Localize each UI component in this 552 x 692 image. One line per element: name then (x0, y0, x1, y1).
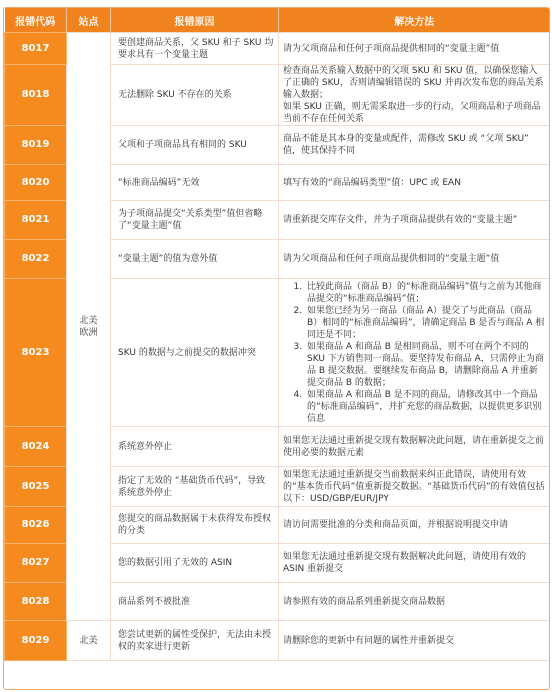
header-solution: 解决方法 (279, 8, 550, 33)
solution-cell (279, 240, 550, 279)
reason-cell: 您提交的商品数据属于未获得发布授权的分类 (111, 507, 279, 544)
site-cell: 北美 (67, 621, 111, 661)
reason-cell: 您的数据引用了无效的 ASIN (111, 544, 279, 583)
solution-step: 4. 如果商品 A 和商品 B 是不同的商品，请修改其中一个商品的“标准商品编码”，并扩充您的商品数据，以提供更多识别信息 (305, 389, 545, 425)
reason-cell: 您尝试更新的属性受保护，无法由未授权的卖家进行更新 (111, 621, 279, 661)
table-header-row (5, 8, 550, 33)
error-code-cell: 8018 (5, 65, 67, 126)
solution-cell (279, 33, 550, 65)
header-reason: 报错原因 (111, 8, 279, 33)
table-row (5, 33, 550, 65)
solution-cell (279, 65, 550, 126)
error-code-cell: 8026 (5, 507, 67, 544)
reason-cell: 指定了无效的 “基础货币代码”，导致系统意外停止 (111, 467, 279, 507)
solution-cell (279, 583, 550, 621)
error-code-cell: 8028 (5, 583, 67, 621)
error-code-cell: 8023 (5, 279, 67, 427)
reason-cell: 要创建商品关系，父 SKU 和子 SKU 均要求具有一个变量主题 (111, 33, 279, 65)
error-code-cell: 8017 (5, 33, 67, 65)
solution-cell (279, 507, 550, 544)
solution-text: 请重新提交库存文件，并为子项商品提供有效的“变量主题” (283, 215, 518, 225)
reason-cell: 父项和子项商品具有相同的 SKU (111, 126, 279, 165)
solution-text: 请参照有效的商品系列重新提交商品数据 (283, 596, 446, 607)
solution-cell (279, 126, 550, 165)
error-code-table (4, 8, 550, 661)
solution-text: 请为父项商品和任何子项商品提供相同的“变量主题”值 (283, 43, 500, 54)
reason-cell: 系统意外停止 (111, 427, 279, 467)
error-code-cell: 8027 (5, 544, 67, 583)
site-name: 北美 (79, 315, 98, 326)
reason-cell: 商品系列不被批准 (111, 583, 279, 621)
solution-step: 1. 比较此商品（商品 B）的“标准商品编码”值与之前为其他商品提交的“标准商品编码”值； (305, 281, 545, 305)
solution-cell (279, 165, 550, 201)
error-code-cell: 8024 (5, 427, 67, 467)
error-code-cell: 8022 (5, 240, 67, 279)
reason-cell: “变量主题”的值为意外值 (111, 240, 279, 279)
reason-cell: “标准商品编码”无效 (111, 165, 279, 201)
solution-step: 3. 如果商品 A 和商品 B 是相同商品，则不可在两个不同的 SKU 下方销售同一商品。要坚持发布商品 A，只需停止为商品 B 提交数据。要继续发布商品 B，请删除商品 A 并重新提交商品 B 的数据； (305, 341, 545, 389)
reason-cell: SKU 的数据与之前提交的数据冲突 (111, 279, 279, 427)
solution-text: 如果您无法通过重新提交现有数据解决此问题，请在重新提交之前使用必要的数据元素 (283, 435, 545, 458)
solution-text: 请为父项商品和任何子项商品提供相同的“变量主题”值 (283, 254, 500, 264)
reason-cell: 无法删除 SKU 不存在的关系 (111, 65, 279, 126)
error-code-cell: 8021 (5, 201, 67, 240)
solution-cell (279, 544, 550, 583)
solution-cell (279, 427, 550, 467)
solution-text: 填写有效的“商品编码类型”值：UPC 或 EAN (283, 177, 461, 188)
error-code-cell: 8020 (5, 165, 67, 201)
header-error-code: 报错代码 (5, 8, 67, 33)
site-cell (67, 33, 111, 621)
solution-cell (279, 201, 550, 240)
solution-text: 如果您无法通过重新提交当前数据来纠正此错误，请使用有效的“基本货币代码”值重新提交数据。“基础货币代码”的有效值包括以下：USD/GBP/EUR/JPY (283, 469, 545, 504)
solution-step: 2. 如果您已经为另一商品（商品 A）提交了与此商品（商品 B）相同的“标准商品编码”，请确定商品 B 是否与商品 A 相同还是不同； (305, 305, 545, 341)
solution-text: 商品不能是其本身的变量或配件，需修改 SKU 或 “父项 SKU” 值，使其保持不同 (283, 134, 529, 156)
reason-cell: 为子项商品提交“关系类型”值但省略了“变量主题”值 (111, 201, 279, 240)
solution-text: 检查商品关系输入数据中的父项 SKU 和 SKU 值，以确保您输入了正确的 SKU，否则请编辑错误的 SKU 并再次发布您的商品关系输入数据； (283, 66, 544, 100)
solution-text: 请删除您的更新中有问题的属性并重新提交 (283, 635, 455, 646)
error-code-cell: 8025 (5, 467, 67, 507)
error-code-cell: 8019 (5, 126, 67, 165)
error-code-table-container (3, 7, 550, 690)
table-row (5, 621, 550, 661)
error-code-cell: 8029 (5, 621, 67, 661)
solution-steps-list (283, 281, 545, 425)
solution-text: 如果 SKU 正确，则无需采取进一步的行动，父项商品和子项商品当前不存在任何关系 (283, 102, 541, 124)
solution-text: 如果您无法通过重新提交现有数据解决此问题，请使用有效的 ASIN 重新提交 (283, 552, 527, 574)
solution-cell (279, 467, 550, 507)
solution-text: 请访问需要批准的分类和商品页面，并根据说明提交申请 (283, 520, 509, 530)
header-site: 站点 (67, 8, 111, 33)
solution-cell (279, 621, 550, 661)
site-name: 欧洲 (79, 327, 98, 338)
solution-cell (279, 279, 550, 427)
